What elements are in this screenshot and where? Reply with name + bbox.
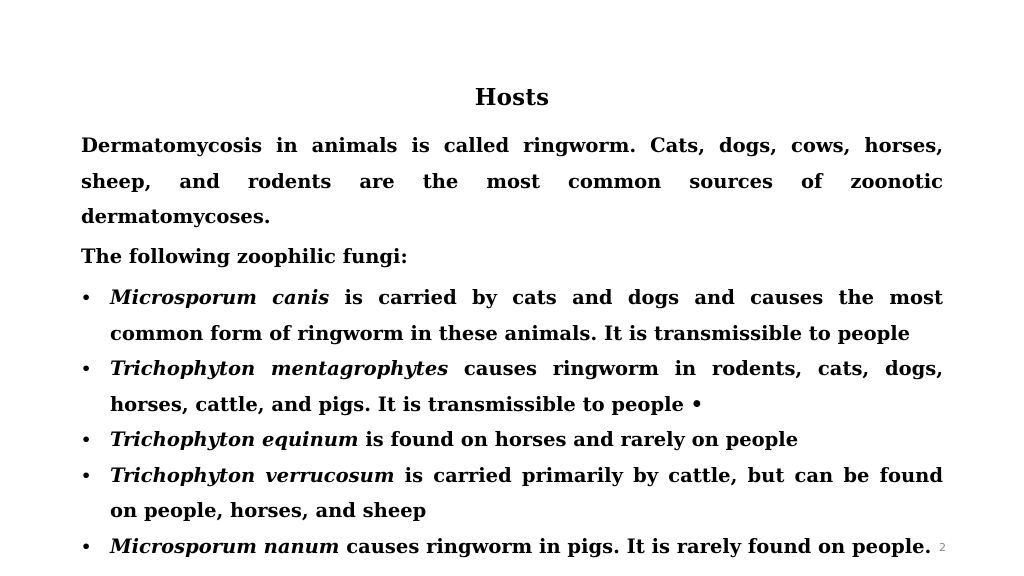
page-number: 2 [939, 541, 946, 554]
species-name: Trichophyton equinum [110, 428, 359, 451]
item-text: causes ringworm in pigs. It is rarely found on people. [339, 534, 932, 558]
item-text: is found on horses and rarely on people [358, 428, 799, 451]
list-item [81, 422, 943, 458]
lead-paragraph: The following zoophilic fungi: [81, 244, 408, 268]
list-item [81, 351, 943, 422]
item-text: causes ringworm in rodents, cats, dogs, horses, cattle, and pigs. It is transmissible to people • [110, 357, 943, 416]
slide-title: Hosts [474, 84, 550, 111]
list-item [81, 458, 943, 529]
list-item [81, 529, 943, 565]
fungi-list [81, 280, 943, 564]
species-name: Trichophyton verrucosum [110, 463, 395, 487]
slide-content [81, 128, 943, 564]
species-name: Microsporum nanum [110, 534, 340, 558]
list-item [81, 280, 943, 351]
bullet-icon: • [81, 536, 92, 556]
item-text: is carried primarily by cattle, but can be found on people, horses, and sheep [110, 463, 943, 522]
bullet-icon: • [81, 359, 92, 378]
intro-paragraph: Dermatomycosis in animals is called ringworm. Cats, dogs, cows, horses, sheep, and rodents are the most common sources of zoonotic dermatomycoses. [81, 134, 943, 228]
species-name: Microsporum canis [110, 286, 330, 309]
bullet-icon: • [81, 465, 92, 485]
bullet-icon: • [81, 288, 92, 307]
item-text: is carried by cats and dogs and causes the most common form of ringworm in these animals. It is transmissible to people [110, 286, 943, 345]
bullet-icon: • [81, 430, 92, 449]
species-name: Trichophyton mentagrophytes [110, 357, 449, 380]
